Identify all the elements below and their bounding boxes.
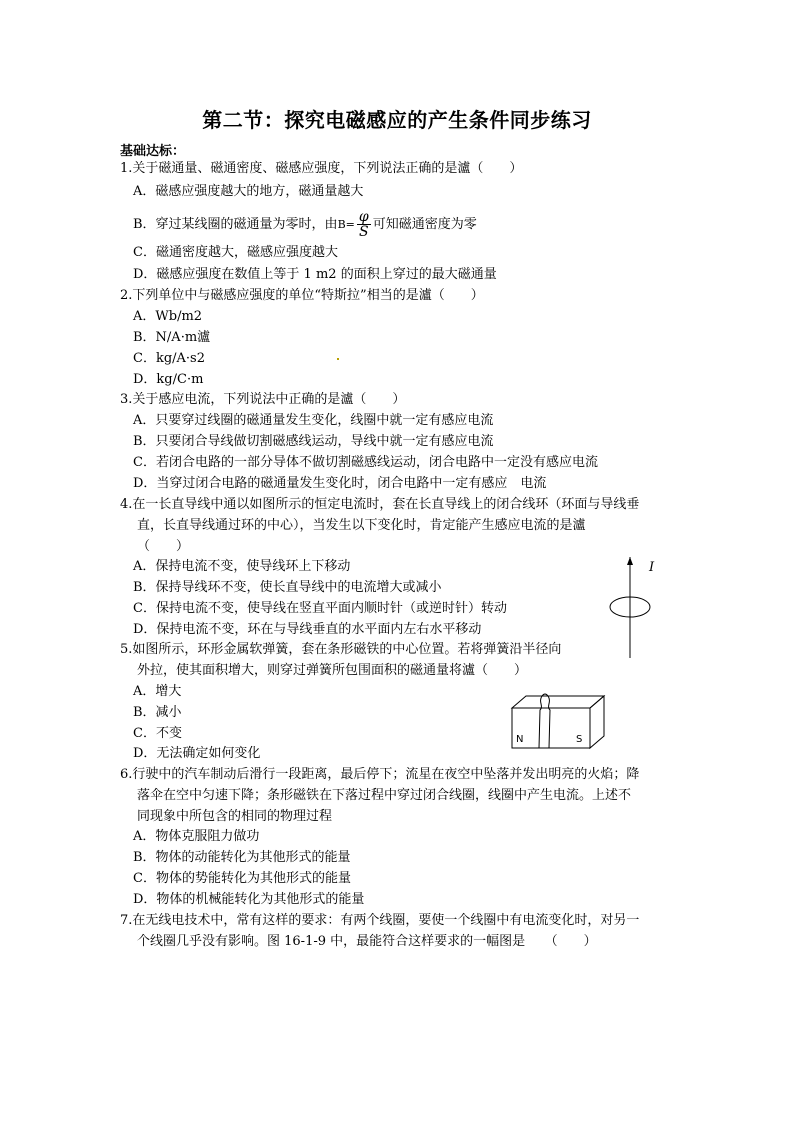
magnet-spring-figure <box>508 692 608 752</box>
question-2-option-c: C．kg/A·s2 <box>133 351 205 366</box>
section-heading: 基础达标： <box>120 144 186 159</box>
question-6-option-c: C．物体的势能转化为其他形式的能量 <box>133 871 351 886</box>
question-4-option-a: A．保持电流不变，使导线环上下移动 <box>133 559 351 574</box>
question-2-stem: 2.下列单位中与磁感应强度的单位“特斯拉”相当的是瀘（ ） <box>120 288 484 303</box>
question-5-option-c: C．不变 <box>133 726 182 741</box>
question-1-stem: 1.关于磁通量、磁通密度、磁感应强度，下列说法正确的是瀘（ ） <box>120 161 523 176</box>
question-7-stem-line-2: 个线圈几乎没有影响。图 16-1-9 中，最能符合这样要求的一幅图是 （ ） <box>137 934 597 949</box>
spring-ring <box>539 696 550 748</box>
question-2-option-d: D．kg/C·m <box>133 372 204 387</box>
formula-denominator: S <box>358 224 369 240</box>
question-4-stem-line-1: 4.在一长直导线中通以如图所示的恒定电流时，套在长直导线上的闭合线环（环面与导线垂 <box>120 497 640 512</box>
question-4-stem-line-2: 直，长直导线通过环的中心），当发生以下变化时，肯定能产生感应电流的是瀘 <box>137 518 586 533</box>
question-5-option-d: D．无法确定如何变化 <box>133 746 261 761</box>
question-1-option-c: C．磁通密度越大，磁感应强度越大 <box>133 245 338 260</box>
question-5-stem-line-2: 外拉，使其面积增大，则穿过弹簧所包围面积的磁通量将瀘（ ） <box>137 663 528 678</box>
page-title: 第二节：探究电磁感应的产生条件同步练习 <box>202 108 592 132</box>
question-5-option-b: B．减小 <box>133 705 182 720</box>
question-6-stem-line-3: 同现象中所包含的相同的物理过程 <box>137 809 333 824</box>
question-5-option-a: A．增大 <box>133 684 182 699</box>
question-1-option-d: D．磁感应强度在数值上等于 1 m2 的面积上穿过的最大磁通量 <box>133 267 497 282</box>
question-1-option-b <box>133 210 477 239</box>
question-4-option-c: C．保持电流不变，使导线在竖直平面内顺时针（或逆时针）转动 <box>133 601 507 616</box>
question-6-option-d: D．物体的机械能转化为其他形式的能量 <box>133 892 365 907</box>
question-2-option-b: B．N/A·m瀘 <box>133 330 211 345</box>
question-2-option-a: A．Wb/m2 <box>133 309 203 324</box>
stray-dot <box>337 358 339 360</box>
question-3-option-a: A．只要穿过线圈的磁通量发生变化，线圈中就一定有感应电流 <box>133 413 494 428</box>
option-b-text-post: 可知磁通密度为零 <box>372 217 477 232</box>
option-b-text-pre: B．穿过某线圈的磁通量为零时，由 <box>133 217 338 232</box>
north-pole-label: N <box>516 734 524 745</box>
question-4-option-b: B．保持导线环不变，使长直导线中的电流增大或减小 <box>133 580 442 595</box>
question-3-stem: 3.关于感应电流，下列说法中正确的是瀘（ ） <box>120 392 406 407</box>
south-pole-label: S <box>576 734 583 745</box>
question-7-stem-line-1: 7.在无线电技术中，常有这样的要求：有两个线圈，要使一个线圈中有电流变化时，对另一 <box>120 913 640 928</box>
current-label: I <box>649 560 655 575</box>
question-3-option-d: D．当穿过闭合电路的磁通量发生变化时，闭合电路中一定有感应 电流 <box>133 476 547 491</box>
question-4-option-d: D．保持电流不变，环在与导线垂直的水平面内左右水平移动 <box>133 622 482 637</box>
question-5-stem-line-1: 5.如图所示，环形金属软弹簧，套在条形磁铁的中心位置。若将弹簧沿半径向 <box>120 642 562 657</box>
question-6-stem-line-1: 6.行驶中的汽车制动后滑行一段距离，最后停下；流星在夜空中坠落并发出明亮的火焰；降 <box>120 767 640 782</box>
question-3-option-c: C．若闭合电路的一部分导体不做切割磁感线运动，闭合电路中一定没有感应电流 <box>133 455 598 470</box>
question-1-option-a: A．磁感应强度越大的地方，磁通量越大 <box>133 184 364 199</box>
question-3-option-b: B．只要闭合导线做切割磁感线运动，导线中就一定有感应电流 <box>133 434 494 449</box>
question-4-stem-line-3: （ ） <box>137 539 190 554</box>
magnet-top-face <box>512 696 604 708</box>
wire-ring-figure <box>600 555 670 660</box>
formula-fraction <box>357 210 371 239</box>
current-arrow-icon <box>627 557 633 565</box>
magnet-side-face <box>590 696 604 748</box>
formula-lhs: B= <box>337 218 355 231</box>
question-6-option-a: A．物体克服阻力做功 <box>133 829 260 844</box>
formula-numerator: φ <box>358 209 369 225</box>
question-6-stem-line-2: 落伞在空中匀速下降；条形磁铁在下落过程中穿过闭合线圈，线圈中产生电流。上述不 <box>137 788 632 803</box>
question-6-option-b: B．物体的动能转化为其他形式的能量 <box>133 850 351 865</box>
